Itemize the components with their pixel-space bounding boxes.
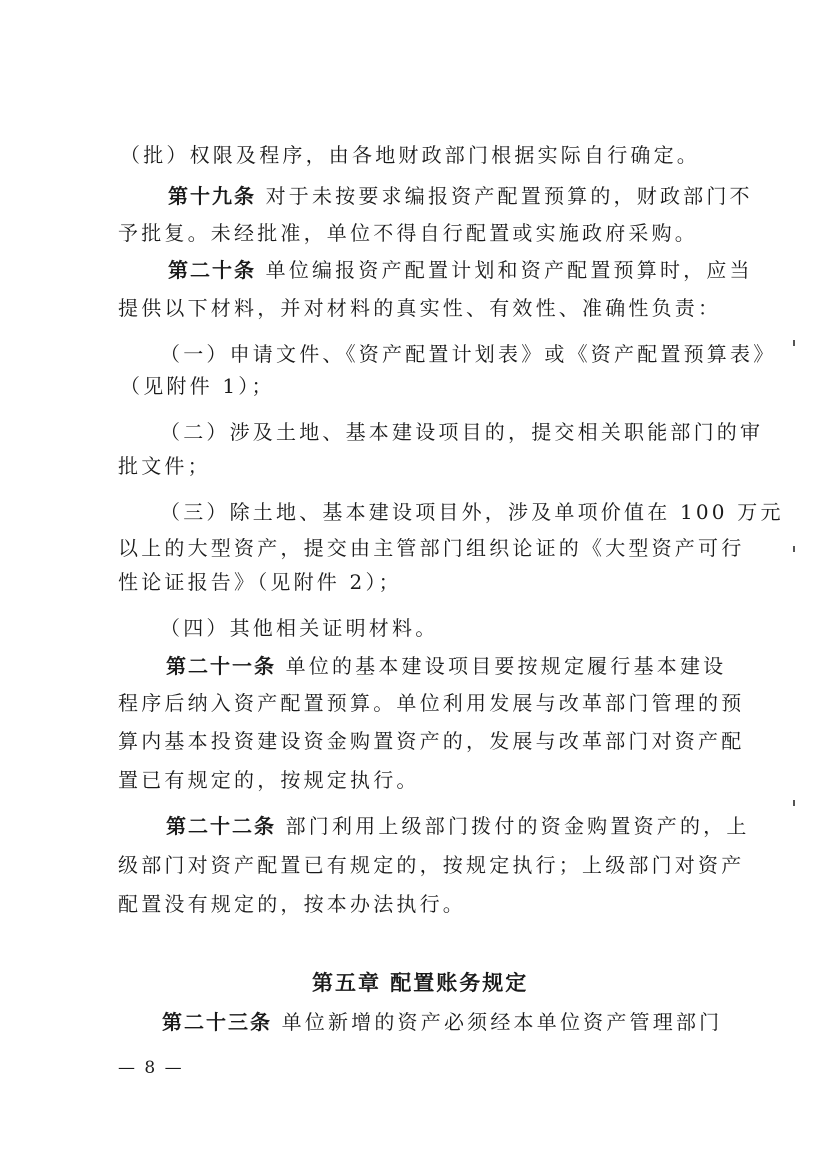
text-line: （二）涉及土地、基本建设项目的，提交相关职能部门的审 <box>160 420 764 444</box>
text-line: 提供以下材料，并对材料的真实性、有效性、准确性负责： <box>118 296 722 320</box>
article-heading: 第十九条 <box>168 184 256 208</box>
scan-mark <box>793 546 795 552</box>
text-line: （四）其他相关证明材料。 <box>160 616 439 640</box>
text-line: 单位的基本建设项目要按规定履行基本建设 <box>285 654 727 678</box>
text-line: （见附件 1）； <box>120 374 275 398</box>
article-heading: 第二十条 <box>168 258 256 282</box>
text-line: 算内基本投资建设资金购置资产的，发展与改革部门对资产配 <box>118 729 745 753</box>
article-21-line <box>166 652 726 680</box>
article-19-line <box>168 182 753 210</box>
text-line: （一）申请文件、《资产配置计划表》或《资产配置预算表》 <box>160 342 777 366</box>
scan-mark <box>793 800 795 806</box>
article-heading: 第二十三条 <box>162 1010 272 1034</box>
text-line: 以上的大型资产，提交由主管部门组织论证的《大型资产可行 <box>118 536 745 560</box>
text-line: （三）除土地、基本建设项目外，涉及单项价值在 100 万元 <box>160 500 784 524</box>
text-line: 批文件； <box>118 454 211 478</box>
article-20-line <box>168 256 753 284</box>
text-line: （批）权限及程序，由各地财政部门根据实际自行确定。 <box>120 143 700 167</box>
article-23-line <box>162 1008 722 1036</box>
page-number: — 8 — <box>118 1058 184 1078</box>
text-line: 程序后纳入资产配置预算。单位利用发展与改革部门管理的预 <box>118 691 745 715</box>
text-line: 部门利用上级部门拨付的资金购置资产的，上 <box>285 814 750 838</box>
text-line: 置已有规定的，按规定执行。 <box>118 768 420 792</box>
text-line: 级部门对资产配置已有规定的，按规定执行；上级部门对资产 <box>118 853 745 877</box>
article-22-line <box>166 812 750 840</box>
text-line: 配置没有规定的，按本办法执行。 <box>118 892 466 916</box>
article-heading: 第二十一条 <box>166 654 276 678</box>
text-line: 单位新增的资产必须经本单位资产管理部门 <box>281 1010 723 1034</box>
scan-mark <box>793 340 795 346</box>
text-line: 单位编报资产配置计划和资产配置预算时，应当 <box>265 258 753 282</box>
article-heading: 第二十二条 <box>166 814 276 838</box>
text-line: 予批复。未经批准，单位不得自行配置或实施政府采购。 <box>118 221 698 245</box>
text-line: 性论证报告》（见附件 2）； <box>118 570 402 594</box>
text-line: 对于未按要求编报资产配置预算的，财政部门不 <box>265 184 753 208</box>
chapter-title: 第五章 配置账务规定 <box>312 970 529 995</box>
